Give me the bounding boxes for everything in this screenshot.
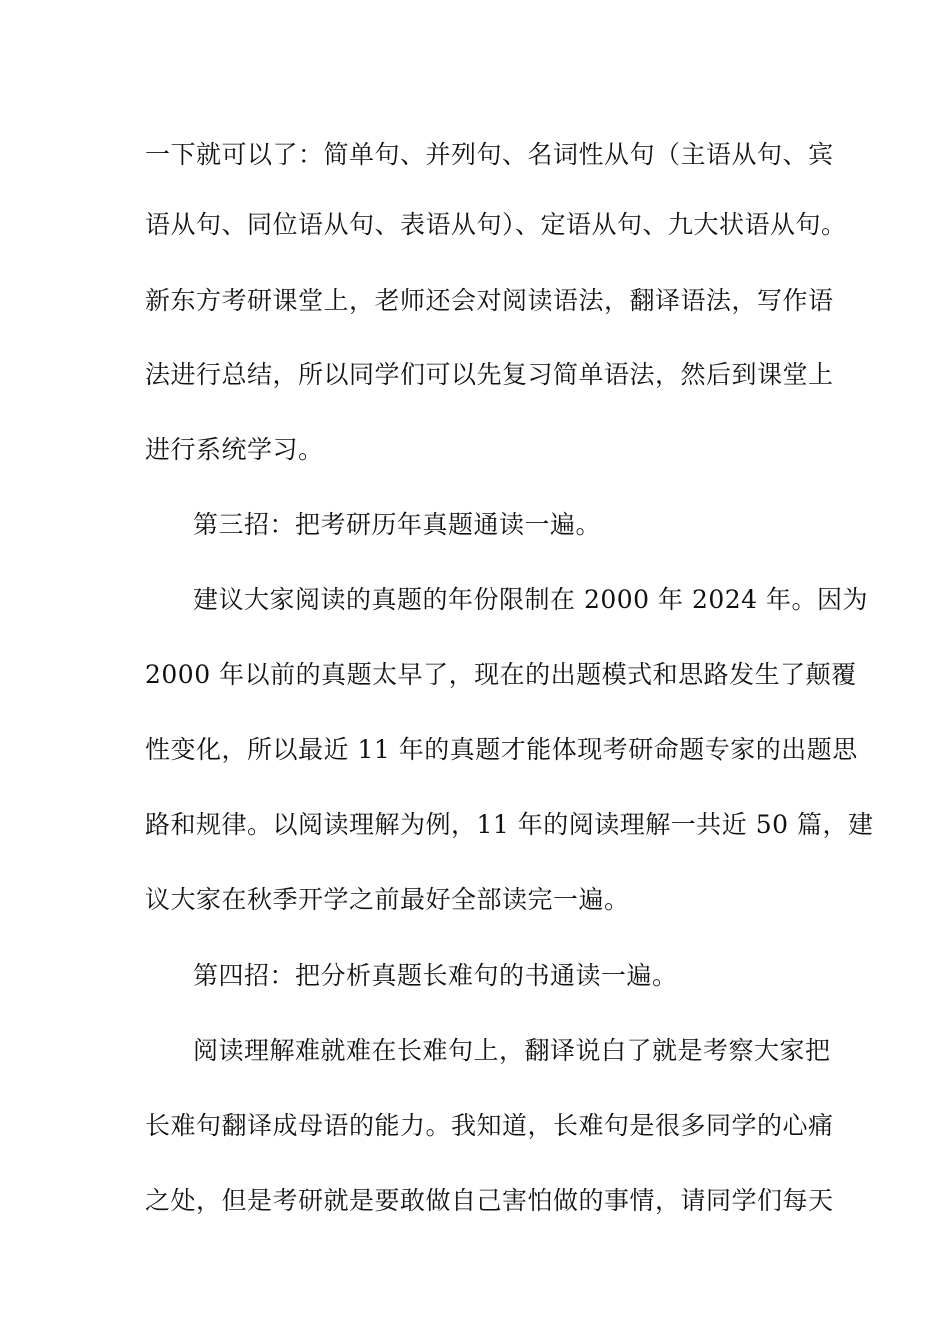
paragraph-line: 长难句翻译成母语的能力。我知道，长难句是很多同学的心痛 [145, 1111, 834, 1140]
paragraph-line: 之处，但是考研就是要敢做自己害怕做的事情，请同学们每天 [145, 1186, 834, 1215]
paragraph-line: 语从句、同位语从句、表语从句）、定语从句、九大状语从句。 [145, 210, 847, 239]
paragraph-line: 一下就可以了：简单句、并列句、名词性从句（主语从句、宾 [145, 140, 834, 169]
paragraph-line: 阅读理解难就难在长难句上，翻译说白了就是考察大家把 [193, 1036, 831, 1065]
paragraph-line: 路和规律。以阅读理解为例，11 年的阅读理解一共近 50 篇，建 [145, 810, 874, 839]
paragraph-line: 性变化，所以最近 11 年的真题才能体现考研命题专家的出题思 [145, 735, 858, 764]
paragraph-line: 新东方考研课堂上，老师还会对阅读语法，翻译语法，写作语 [145, 286, 834, 315]
section-heading: 第四招：把分析真题长难句的书通读一遍。 [193, 961, 678, 990]
paragraph-line: 议大家在秋季开学之前最好全部读完一遍。 [145, 885, 630, 914]
paragraph-line: 建议大家阅读的真题的年份限制在 2000 年 2024 年。因为 [193, 585, 869, 614]
paragraph-line: 2000 年以前的真题太早了，现在的出题模式和思路发生了颠覆 [145, 660, 857, 689]
paragraph-line: 法进行总结，所以同学们可以先复习简单语法，然后到课堂上 [145, 360, 834, 389]
paragraph-line: 进行系统学习。 [145, 435, 324, 464]
section-heading: 第三招：把考研历年真题通读一遍。 [193, 510, 602, 539]
